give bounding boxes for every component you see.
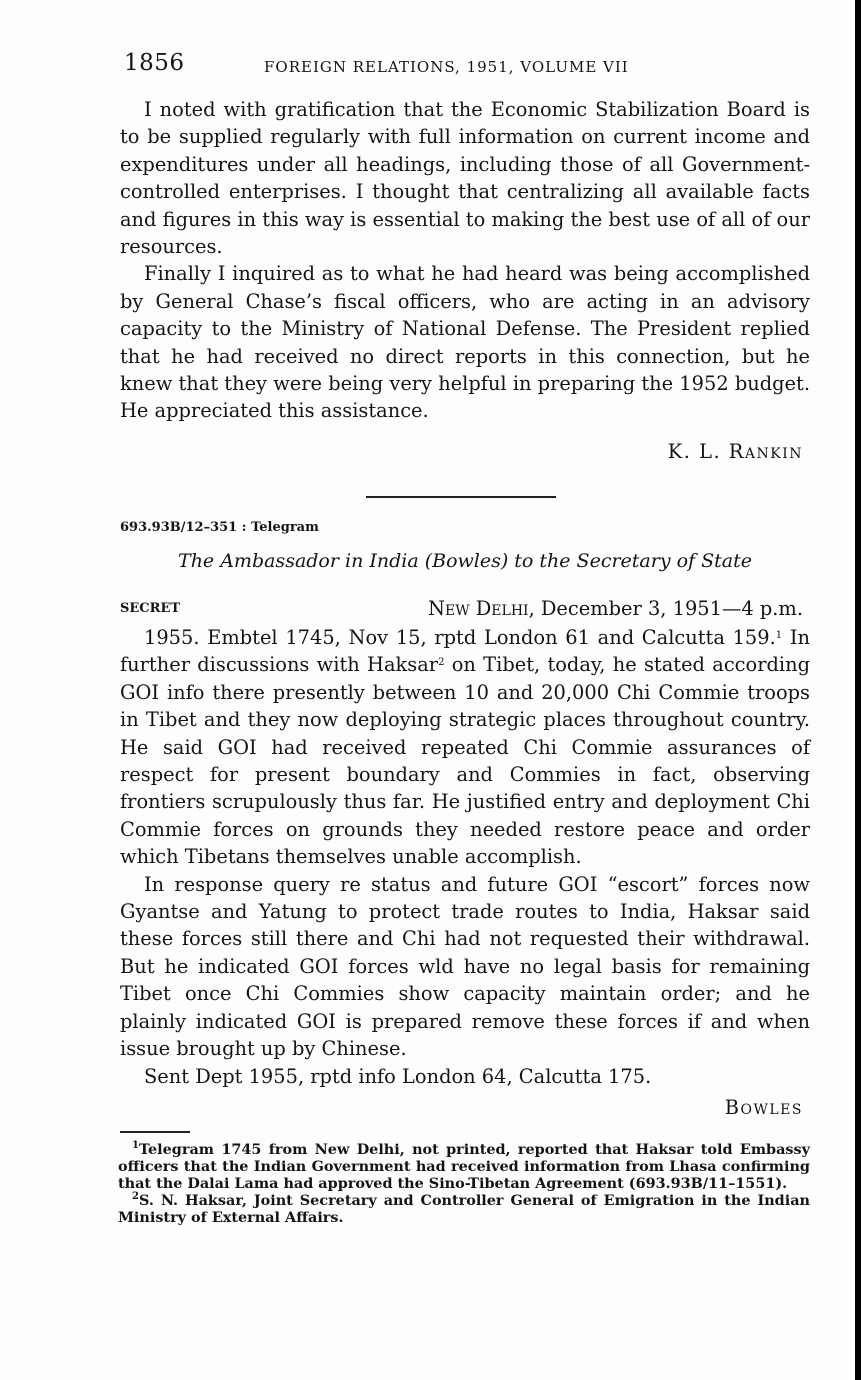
footnote-marker: 1 [132,1140,139,1151]
page-header [124,50,814,80]
place: New Delhi [428,597,529,620]
footnote-ref: 2 [438,657,445,669]
telegram-body [120,624,810,1090]
footnote [118,1141,810,1192]
text-run: on Tibet, today, he stated according GOI info there presently between 10 and 20,000 Chi Commie troops in Tibet and they now deploying strategic places throughout country. He said GOI had received repeated Chi Commie assurances of respect for present boundary and Commies in fact, observing frontiers scrupulously thus far. He justified entry and deployment Chi Commie forces on grounds they needed restore peace and order which Tibetans themselves unable accomplish. [120,653,811,869]
text-run: 1955. Embtel 1745, Nov 15, rptd London 61 and Calcutta 159. [144,626,776,649]
footnote [118,1192,810,1226]
section-divider [366,496,556,498]
top-section [120,96,810,425]
paragraph: Sent Dept 1955, rptd info London 64, Calcutta 175. [144,1064,652,1088]
document-title: The Ambassador in India (Bowles) to the Secretary of State [178,550,752,572]
text-run: In further discussions with Haksar [120,626,811,677]
classification: SECRET [120,601,181,616]
footnote-ref: 1 [775,630,783,641]
date-time: , December 3, 1951—4 p.m. [528,597,803,620]
footnote-marker: 2 [132,1191,139,1202]
signature-bowles: Bowles [724,1096,803,1119]
paragraph: I noted with gratification that the Economic Stabilization Board is to be supplied regularly with full information on current income and expenditures under all headings, including those of all Government-controlled enterprises. I thought that centralizing all available facts and figures in this way is essential to making the best use of all of our resources. [120,98,810,259]
paragraph: Finally I inquired as to what he had heard was being accomplished by General Chase’s fiscal officers, who are acting in an advisory capacity to the Ministry of National Defense. The President replied that he had received no direct reports in this connection, but he knew that they were being very helpful in preparing the 1952 budget. He appreciated this assistance. [120,262,810,423]
footnote-text: Telegram 1745 from New Delhi, not printed, reported that Haksar told Embassy officers that the Indian Government had received information from Lhasa confirming that the Dalai Lama had approved the Sino-Tibetan Agreement (693.93B/11–1551). [118,1141,810,1192]
running-head: FOREIGN RELATIONS, 1951, VOLUME VII [264,58,629,76]
paragraph [120,624,810,871]
footnotes [118,1141,810,1226]
footnote-divider [120,1131,190,1133]
page-number: 1856 [124,50,185,76]
dateline [428,597,803,620]
signature-rankin: K. L. Rankin [667,440,803,463]
paragraph: In response query re status and future GOI “escort” forces now Gyantse and Yatung to protect trade routes to India, Haksar said these forces still there and Chi had not requested their withdrawal. But he indicated GOI forces wld have no legal basis for remaining Tibet once Chi Commies show capacity maintain order; and he plainly indicated GOI is prepared remove these forces if and when issue brought up by Chinese. [120,872,810,1061]
footnote-text: S. N. Haksar, Joint Secretary and Controller General of Emigration in the Indian Ministry of External Affairs. [118,1192,810,1226]
file-number: 693.93B/12–351 : Telegram [120,520,319,535]
